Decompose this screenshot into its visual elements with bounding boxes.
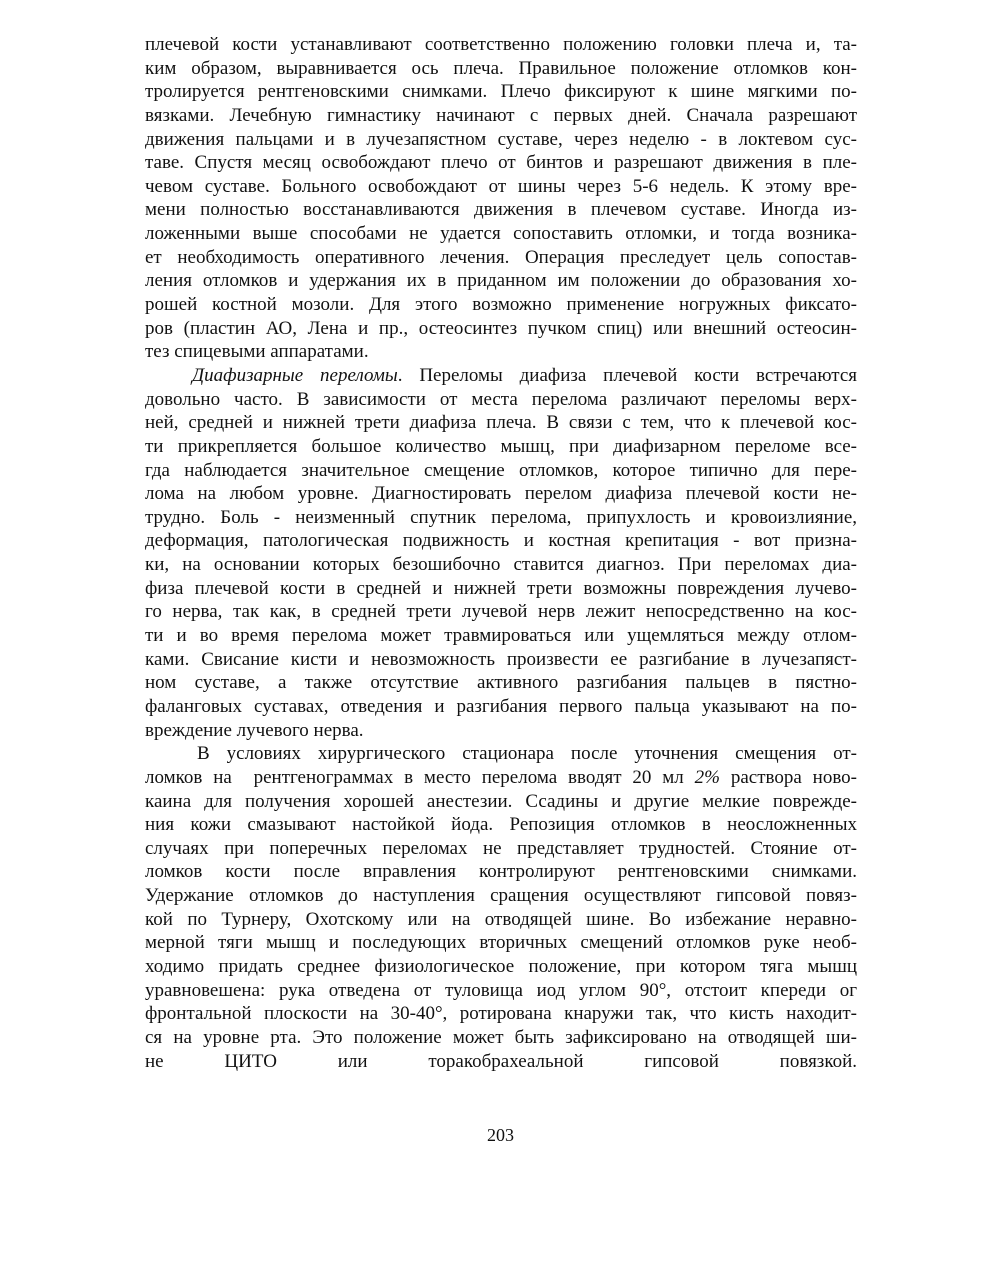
text-line: ления отломков и удержания их в приданном им положении до образования хо- <box>145 270 857 292</box>
page-number: 203 <box>487 1125 514 1145</box>
percent-italic: 2% <box>694 766 720 788</box>
text-line: фаланговых суставах, отведения и разгибания первого пальца указывают на по- <box>145 695 857 717</box>
text-line: тез спицевыми аппаратами. <box>145 341 369 363</box>
text-line: Удержание отломков до наступления сращения осуществляют гипсовой повяз- <box>145 885 857 907</box>
text-line-part: раствора ново- <box>730 766 858 788</box>
text-line: кой по Турнеру, Охотскому или на отводящей шине. Во избежание неравно- <box>145 908 857 930</box>
text-line: таве. Спустя месяц освобождают плечо от бинтов и разрешают движения в пле- <box>145 152 857 174</box>
text-line: ет необходимость оперативного лечения. Операция преследует цель сопостав- <box>145 246 857 268</box>
text-line <box>145 1073 857 1097</box>
text-line <box>145 364 857 388</box>
text-line: деформация, патологическая подвижность и костная крепитация - вот призна- <box>145 530 857 552</box>
text-line: ложенными выше способами не удается сопоставить отломки, и тогда возника- <box>145 223 857 245</box>
text-line: уравновешена: рука отведена от туловища иод углом 90°, отстоит кпереди ог <box>145 979 857 1001</box>
paragraph-3 <box>145 742 857 1097</box>
body-text <box>145 33 857 1097</box>
text-line: ким образом, выравнивается ось плеча. Правильное положение отломков кон- <box>145 57 857 79</box>
text-line: ками. Свисание кисти и невозможность произвести ее разгибание в лучезапяст- <box>145 648 857 670</box>
text-line: плечевой кости устанавливают соответственно положению головки плеча и, та- <box>145 34 857 55</box>
text-line: ров (пластин АО, Лена и пр., остеосинтез пучком спиц) или внешний остеосин- <box>145 317 857 339</box>
paragraph-2 <box>145 364 857 742</box>
text-line: трудно. Боль - неизменный спутник перелома, припухлость и кровоизлияние, <box>145 506 857 528</box>
text-line: чевом суставе. Больного освобождают от шины через 5-6 недель. К этому вре- <box>145 175 857 197</box>
text-line: ней, средней и нижней трети диафиза плеча. В связи с тем, что к плечевой кос- <box>145 412 857 434</box>
text-line: ки, на основании которых безошибочно ставится диагноз. При переломах диа- <box>145 554 857 576</box>
text-line: мени полностью восстанавливаются движения в плечевом суставе. Иногда из- <box>145 199 857 221</box>
text-line: тролируется рентгеновскими снимками. Плечо фиксируют к шине мягкими по- <box>145 81 857 103</box>
paragraph-1 <box>145 33 857 364</box>
text-line: ти и во время перелома может травмироваться или ущемляться между отлом- <box>145 625 857 647</box>
text-line: ти прикрепляется большое количество мышц, при диафизарном переломе все- <box>145 435 857 457</box>
text-line: вязками. Лечебную гимнастику начинают с первых дней. Сначала разрешают <box>145 104 857 126</box>
text-line: В условиях хирургического стационара после уточнения смещения от- <box>197 743 857 765</box>
text-line: физа плечевой кости в средней и нижней трети возможны повреждения лучево- <box>145 577 857 599</box>
text-line: гда наблюдается значительное смещение отломков, которое типично для пере- <box>145 459 857 481</box>
text-line: случаях при поперечных переломах не представляет трудностей. Стояние от- <box>145 837 857 859</box>
text-line: движения пальцами и в лучезапястном суставе, через неделю - в локтевом сус- <box>145 128 857 150</box>
text-line: вреждение лучевого нерва. <box>145 719 364 741</box>
text-line: каина для получения хорошей анестезии. Ссадины и другие мелкие поврежде- <box>145 790 857 812</box>
text-line <box>145 766 857 790</box>
text-line: мерной тяги мышц и последующих вторичных смещений отломков руке необ- <box>145 932 857 954</box>
text-line: ся на уровне рта. Это положение может быть зафиксировано на отводящей ши- <box>145 1026 857 1048</box>
text-line-part <box>720 767 731 788</box>
text-line: ния кожи смазывают настойкой йода. Репозиция отломков в неосложненных <box>145 814 857 836</box>
text-line-rest: . Переломы диафиза плечевой кости встречаются <box>397 364 857 386</box>
text-line: ломков кости после вправления контролируют рентгеновскими снимками. <box>145 861 857 883</box>
section-heading-italic: Диафизарные переломы <box>192 364 398 386</box>
text-line: ходимо придать среднее физиологическое положение, при котором тяга мышц <box>145 955 857 977</box>
text-line: лома на любом уровне. Диагностировать перелом диафиза плечевой кости не- <box>145 483 857 505</box>
text-line-part: ломков на рентгенограммах в место перелома вводят 20 мл <box>145 766 695 788</box>
text-line: рошей костной мозоли. Для этого возможно применение ногружных фиксато- <box>145 294 857 316</box>
text-line: довольно часто. В зависимости от места перелома различают переломы верх- <box>145 388 857 410</box>
text-line: го нерва, так как, в средней трети лучевой нерв лежит непосредственно на кос- <box>145 601 857 623</box>
text-line: фронтальной плоскости на 30-40°, ротирована кнаружи так, что кисть находит- <box>145 1003 857 1025</box>
text-line: не ЦИТО или торакобрахеальной гипсовой повязкой. <box>145 1050 857 1072</box>
text-line: ном суставе, а также отсутствие активного разгибания пальцев в пястно- <box>145 672 857 694</box>
